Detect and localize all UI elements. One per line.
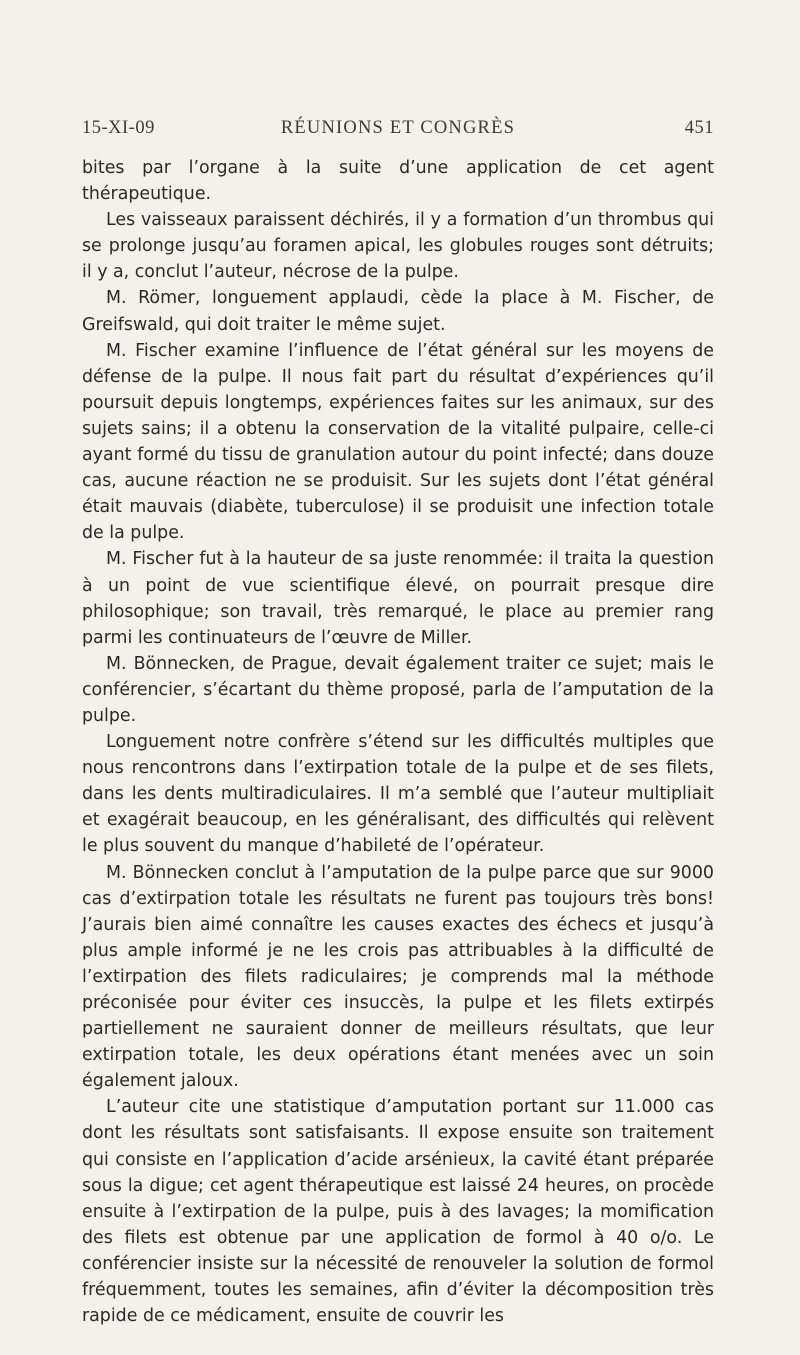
paragraph-5: M. Fischer fut à la hauteur de sa juste renommée: il traita la question à un point de vue scientifique élevé, on pourrait presque dire philosophique; son travail, très remarqué, le place au premier rang parmi les continuateurs de l’œuvre de Miller.	[82, 549, 714, 648]
paragraph-7: Longuement notre confrère s’étend sur les difficultés multiples que nous rencontrons dans l’extirpation totale de la pulpe et de ses filets, dans les dents multiradiculaires. Il m’a semblé que l’auteur multipliait et exagérait beaucoup, en les généralisant, des difficultés qui relèvent le plus souvent du manque d’habileté de l’opérateur.	[82, 732, 714, 857]
body-text	[82, 155, 714, 1329]
header-title: RÉUNIONS ET CONGRÈS	[280, 118, 516, 138]
header-date: 15-XI-09	[82, 118, 155, 138]
paragraph-3: M. Römer, longuement applaudi, cède la place à M. Fischer, de Greifswald, qui doit traiter le même sujet.	[82, 288, 714, 335]
paragraph-9: L’auteur cite une statistique d’amputation portant sur 11.000 cas dont les résultats sont satisfaisants. Il expose ensuite son traitement qui consiste en l’application d’acide arsénieux, la cavité étant préparée sous la digue; cet agent thérapeutique est laissé 24 heures, on procède ensuite à l’extirpation de la pulpe, puis à des lavages; la momification des filets est obtenue par une application de formol à 40 o/o. Le conférencier insiste sur la nécessité de renouveler la solution de formol fréquemment, toutes les semaines, afin d’éviter la décomposition très rapide de ce médicament, ensuite de couvrir les	[82, 1097, 714, 1327]
page-number: 451	[684, 118, 714, 138]
paragraph-8: M. Bönnecken conclut à l’amputation de la pulpe parce que sur 9000 cas d’extirpation totale les résultats ne furent pas toujours très bons! J’aurais bien aimé connaître les causes exactes des échecs et jusqu’à plus ample informé je ne les crois pas attribuables à la difficulté de l’extirpation des filets radiculaires; je comprends mal la méthode préconisée pour éviter ces insuccès, la pulpe et les filets extirpés partiellement ne sauraient donner de meilleurs résultats, que leur extirpation totale, les deux opérations étant menées avec un soin également jaloux.	[82, 862, 714, 1092]
paragraph-2: Les vaisseaux paraissent déchirés, il y a formation d’un thrombus qui se prolonge jusqu’au foramen apical, les globules rouges sont détruits; il y a, conclut l’auteur, nécrose de la pulpe.	[82, 210, 714, 283]
paragraph-4: M. Fischer examine l’influence de l’état général sur les moyens de défense de la pulpe. Il nous fait part du résultat d’expériences qu’il poursuit depuis longtemps, expériences faites sur les animaux, sur des sujets sains; il a obtenu la conservation de la vitalité pulpaire, celle-ci ayant formé du tissu de granulation autour du point infecté; dans douze cas, aucune réaction ne se produisit. Sur les sujets dont l’état général était mauvais (diabète, tuberculose) il se produisit une infection totale de la pulpe.	[82, 340, 714, 544]
paragraph-1: bites par l’organe à la suite d’une application de cet agent thérapeutique.	[82, 158, 714, 205]
paragraph-6: M. Bönnecken, de Prague, devait également traiter ce sujet; mais le conférencier, s’écartant du thème proposé, parla de l’amputation de la pulpe.	[82, 653, 714, 726]
running-header	[82, 118, 714, 144]
